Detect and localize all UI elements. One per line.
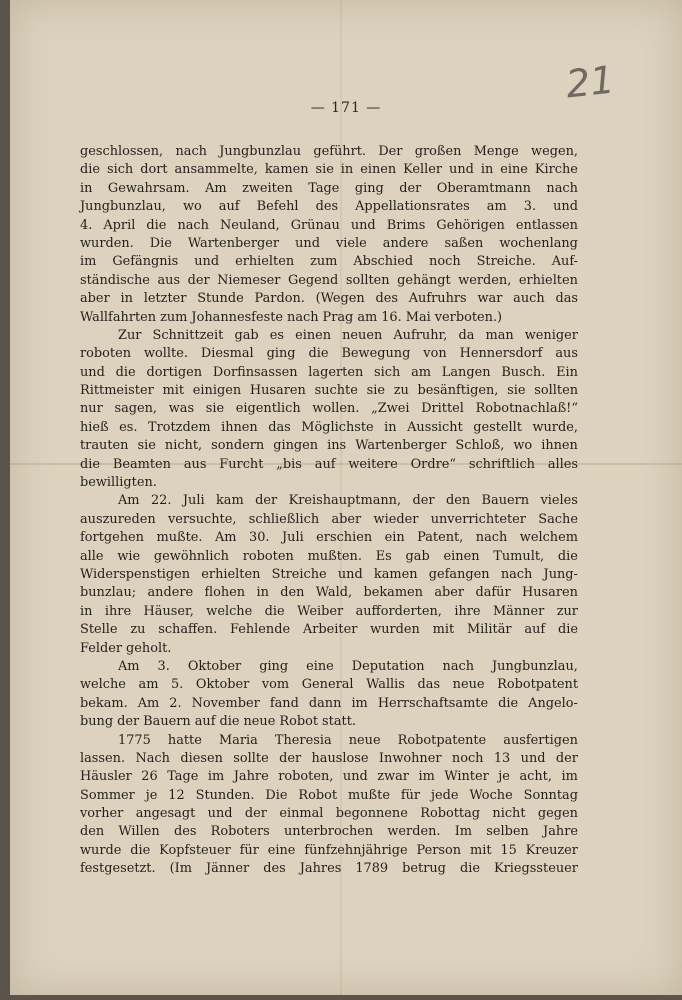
- text-line: den Willen des Roboters unterbrochen werden. Im selben Jahre: [80, 824, 578, 840]
- text-line: aber in letzter Stunde Pardon. (Wegen des Aufruhrs war auch das: [80, 291, 578, 307]
- text-line: Stelle zu schaffen. Fehlende Arbeiter wurden mit Militär auf die: [80, 622, 578, 638]
- text-line: die Beamten aus Furcht „bis auf weitere Ordre“ schriftlich alles: [80, 456, 578, 472]
- text-line: roboten wollte. Diesmal ging die Bewegung von Hennersdorf aus: [80, 346, 578, 362]
- text-line: Häusler 26 Tage im Jahre roboten, und zwar im Winter je acht, im: [80, 769, 578, 785]
- text-line: lassen. Nach diesen sollte der hauslose Inwohner noch 13 und der: [80, 750, 578, 766]
- text-line: auszureden versuchte, schließlich aber wieder unverrichteter Sache: [80, 511, 578, 527]
- text-line: Jungbunzlau, wo auf Befehl des Appellationsrates am 3. und: [80, 199, 578, 215]
- text-line: die sich dort ansammelte, kamen sie in einen Keller und in eine Kirche: [80, 162, 578, 178]
- text-line: Felder geholt.: [80, 640, 172, 656]
- text-line: Am 22. Juli kam der Kreishauptmann, der den Bauern vieles: [118, 493, 578, 509]
- body-text: [80, 143, 578, 879]
- text-line: ständische aus der Niemeser Gegend sollten gehängt werden, erhielten: [80, 272, 578, 288]
- text-line: Wallfahrten zum Johannesfeste nach Prag am 16. Mai verboten.): [80, 309, 503, 325]
- text-line: 4. April die nach Neuland, Grünau und Brims Gehörigen entlassen: [80, 217, 578, 233]
- text-line: hieß es. Trotzdem ihnen das Möglichste in Aussicht gestellt wurde,: [80, 419, 578, 435]
- text-line: fortgehen mußte. Am 30. Juli erschien ein Patent, nach welchem: [80, 530, 578, 546]
- text-line: Zur Schnittzeit gab es einen neuen Aufruhr, da man weniger: [118, 327, 578, 343]
- text-line: vorher angesagt und der einmal begonnene Robottag nicht gegen: [80, 806, 578, 822]
- text-line: geschlossen, nach Jungbunzlau geführt. Der großen Menge wegen,: [80, 144, 578, 159]
- text-line: welche am 5. Oktober vom General Wallis das neue Robotpatent: [80, 677, 578, 693]
- text-line: bewilligten.: [80, 475, 157, 491]
- handwritten-archive-number: 21: [563, 57, 617, 107]
- text-line: Am 3. Oktober ging eine Deputation nach Jungbunzlau,: [118, 658, 578, 674]
- text-line: bekam. Am 2. November fand dann im Herrschaftsamte die Angelo-: [80, 695, 578, 711]
- text-line: in ihre Häuser, welche die Weiber aufforderten, ihre Männer zur: [80, 603, 578, 619]
- text-line: wurde die Kopfsteuer für eine fünfzehnjährige Person mit 15 Kreuzer: [80, 842, 578, 858]
- text-line: in Gewahrsam. Am zweiten Tage ging der Oberamtmann nach: [80, 180, 578, 196]
- text-line: bung der Bauern auf die neue Robot statt.: [80, 714, 356, 730]
- text-line: 1775 hatte Maria Theresia neue Robotpatente ausfertigen: [118, 732, 578, 748]
- text-line: Widerspenstigen erhielten Streiche und kamen gefangen nach Jung-: [80, 566, 578, 582]
- text-line: Rittmeister mit einigen Husaren suchte sie zu besänftigen, sie sollten: [80, 383, 578, 399]
- text-line: im Gefängnis und erhielten zum Abschied noch Streiche. Auf-: [80, 254, 578, 270]
- text-line: bunzlau; andere flohen in den Wald, bekamen aber dafür Husaren: [80, 585, 578, 601]
- text-line: und die dortigen Dorfinsassen lagerten sich am Langen Busch. Ein: [80, 364, 578, 380]
- text-line: wurden. Die Wartenberger und viele andere saßen wochenlang: [80, 235, 578, 251]
- text-line: nur sagen, was sie eigentlich wollen. „Zwei Drittel Robotnachlaß!“: [80, 401, 578, 417]
- text-line: trauten sie nicht, sondern gingen ins Wartenberger Schloß, wo ihnen: [80, 438, 578, 454]
- page-number: — 171 —: [310, 100, 382, 116]
- text-line: alle wie gewöhnlich roboten mußten. Es gab einen Tumult, die: [80, 548, 578, 564]
- document-page: [10, 0, 682, 995]
- text-line: festgesetzt. (Im Jänner des Jahres 1789 betrug die Kriegssteuer: [80, 861, 578, 877]
- text-line: Sommer je 12 Stunden. Die Robot mußte für jede Woche Sonntag: [80, 787, 578, 803]
